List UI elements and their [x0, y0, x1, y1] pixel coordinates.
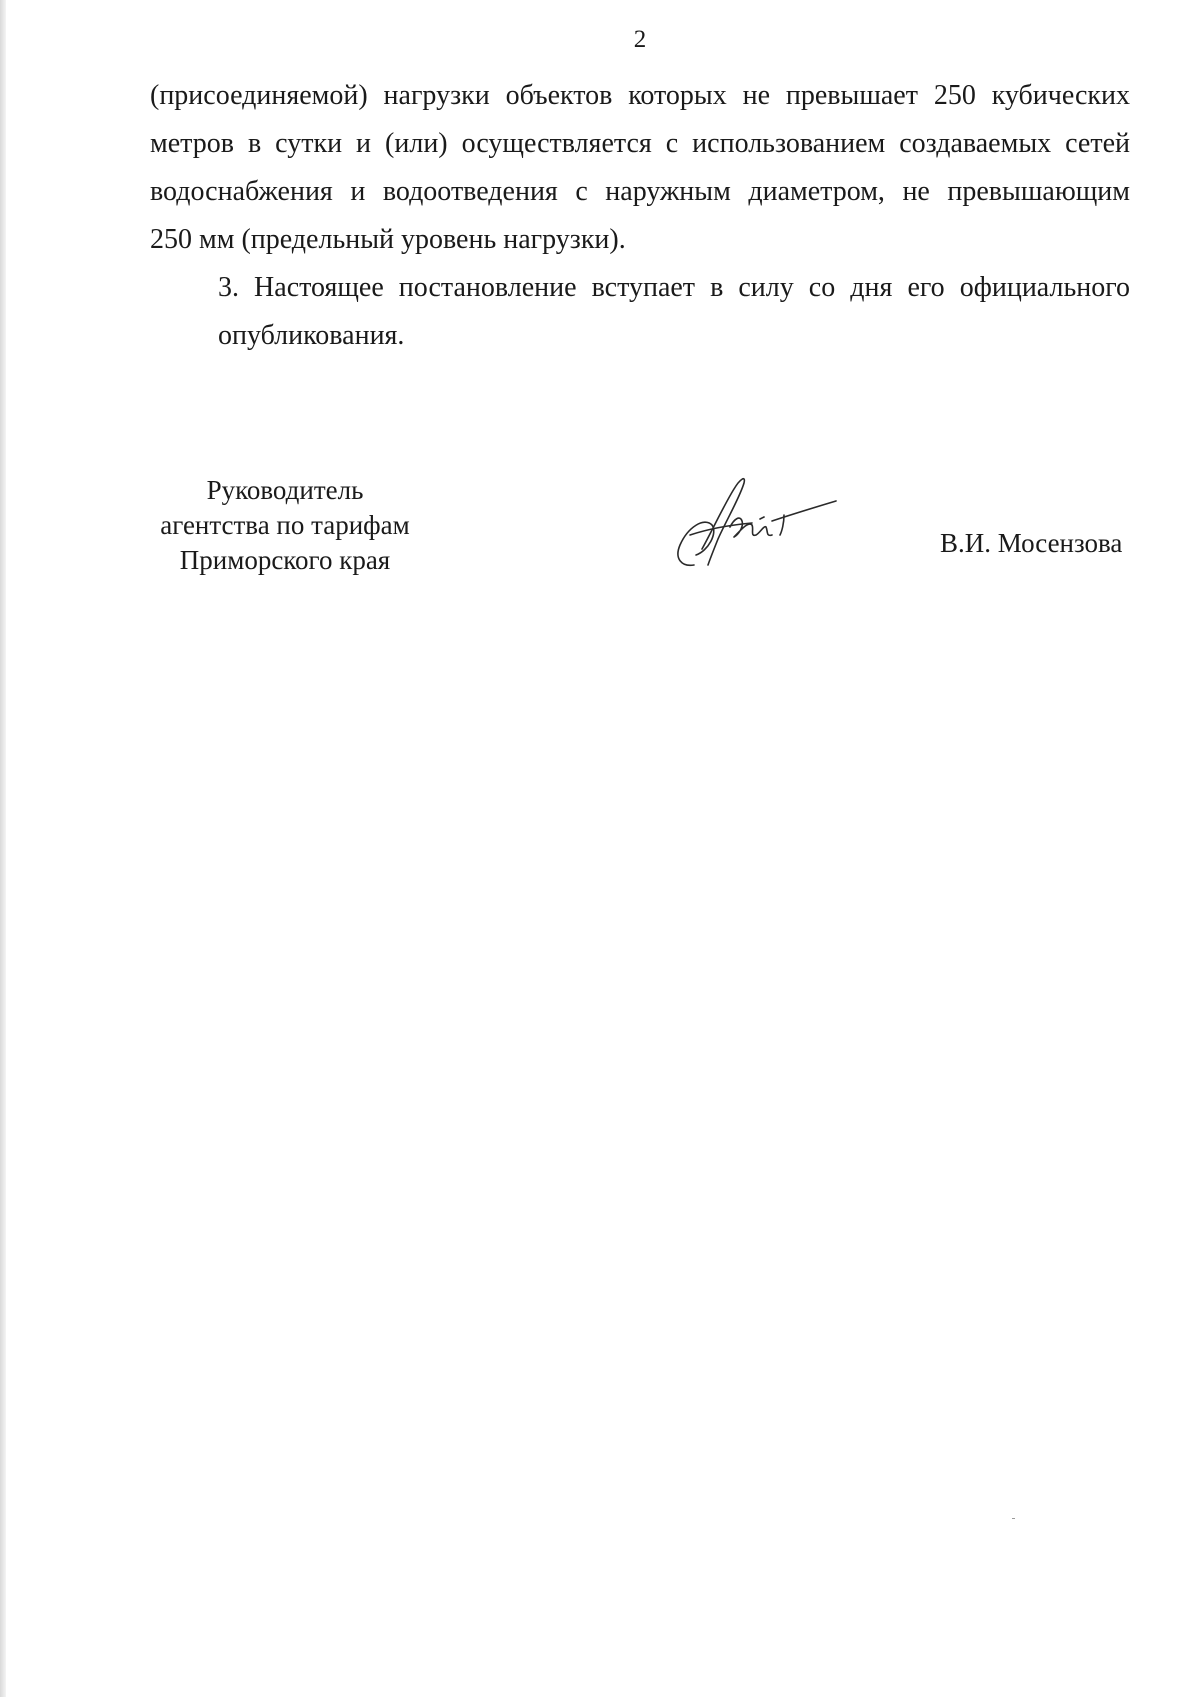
- paragraph-item-3: [150, 264, 1130, 360]
- scan-edge: [0, 0, 6, 1697]
- text-line: опубликования.: [218, 320, 405, 351]
- scan-speck: [1012, 1518, 1015, 1519]
- signatory-title: [140, 473, 430, 578]
- text-line: водоснабжения и водоотведения с наружным диаметром, не превышающим: [150, 176, 1130, 207]
- signatory-title-line: Руководитель: [206, 475, 364, 505]
- page-number: 2: [633, 26, 647, 53]
- signatory-title-line: агентства по тарифам: [160, 510, 410, 540]
- text-line: 250 мм (предельный уровень нагрузки).: [150, 224, 626, 255]
- text-line: (присоединяемой) нагрузки объектов которых не превышает 250 кубических: [150, 80, 1130, 111]
- text-line: метров в сутки и (или) осуществляется с использованием создаваемых сетей: [150, 128, 1130, 159]
- handwritten-signature: [660, 465, 840, 570]
- text-line: 3. Настоящее постановление вступает в силу со дня его официального: [218, 272, 1130, 303]
- signatory-name: В.И. Мосензова: [940, 528, 1123, 558]
- signatory-title-line: Приморского края: [179, 545, 391, 575]
- document-body: [150, 72, 1130, 360]
- paragraph-continuation: [150, 72, 1130, 264]
